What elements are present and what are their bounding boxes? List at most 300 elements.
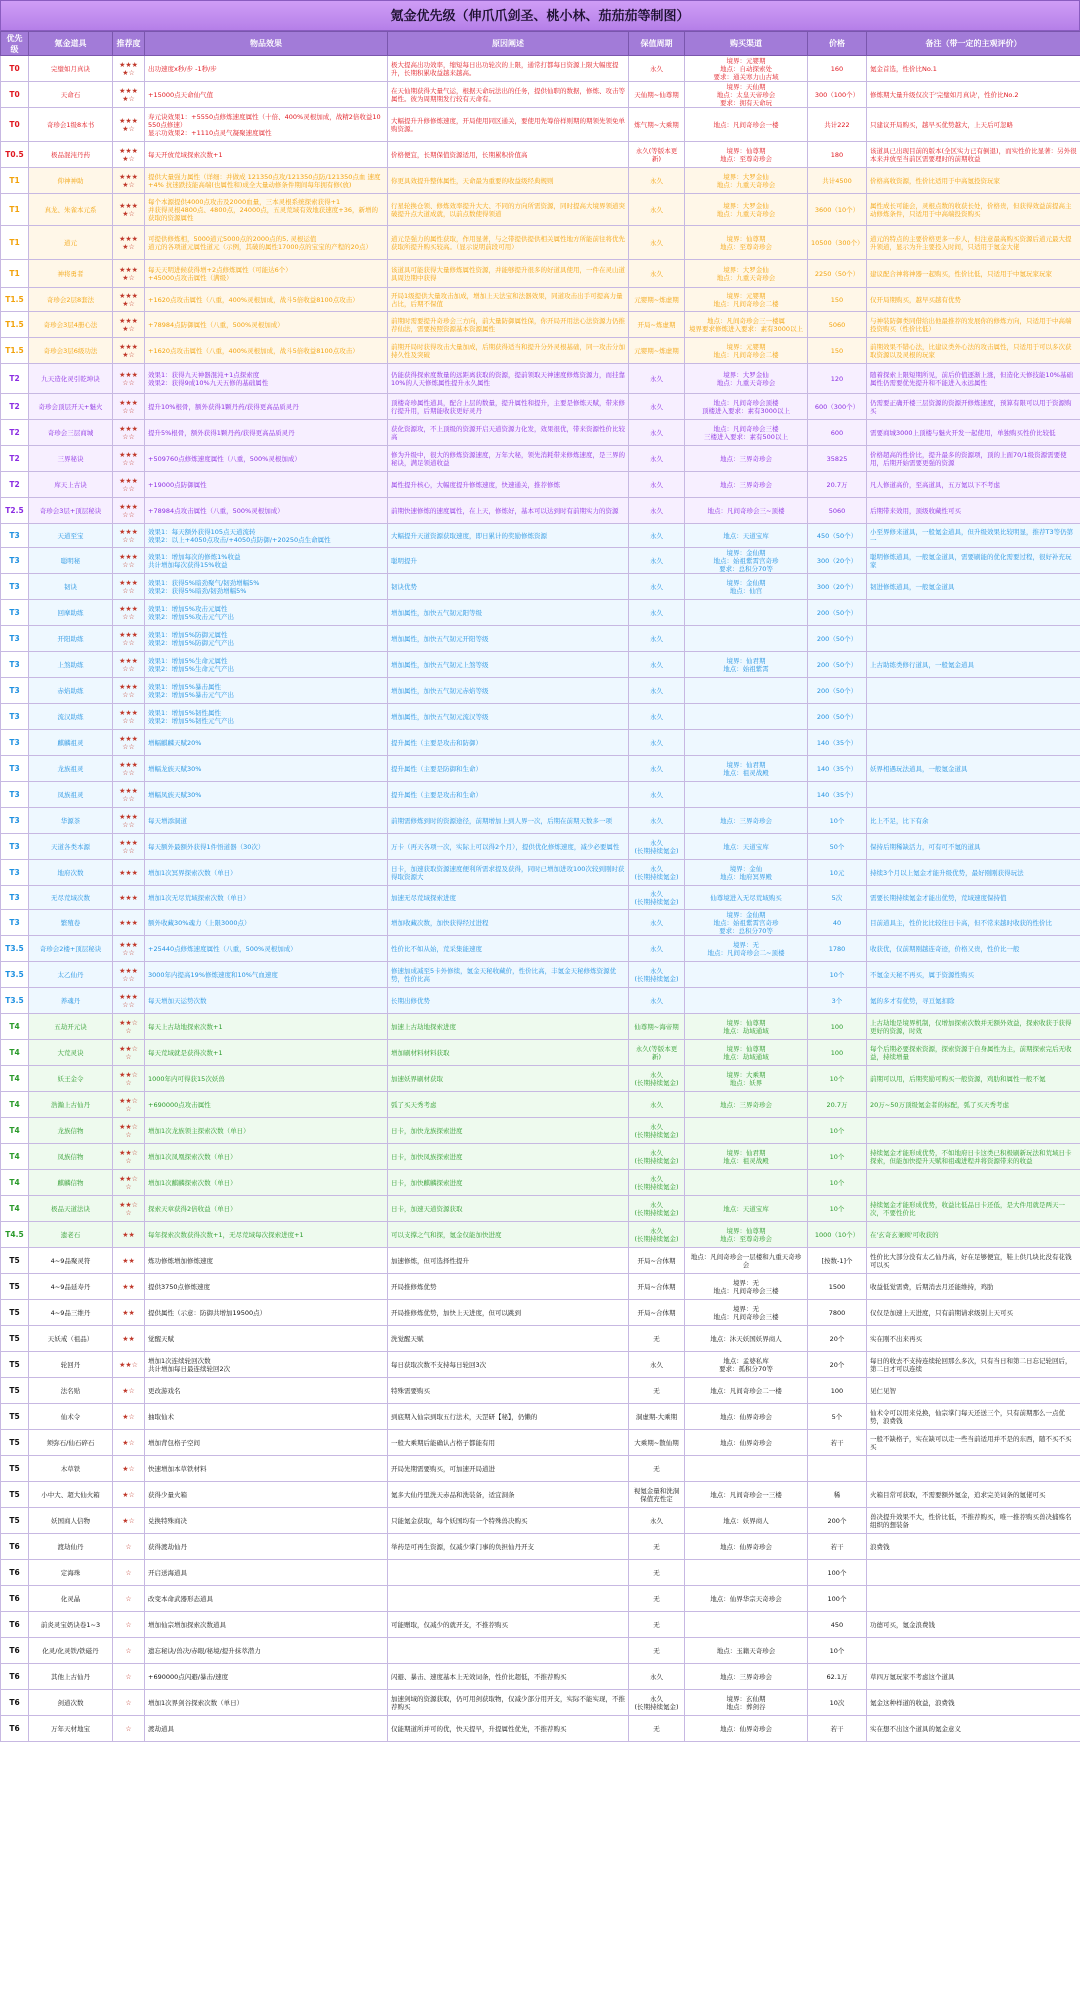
cell-price: 稀: [808, 1482, 867, 1508]
cell-item: 华源茶: [29, 808, 113, 834]
cell-tier: T4: [1, 1014, 29, 1040]
cell-tier: T0: [1, 56, 29, 82]
cell-tier: T1: [1, 226, 29, 260]
cell-reason: 前期需修炼到时的资源途径，前期增加上到人界一次，后期在前期天数多一项: [388, 808, 629, 834]
table-row: [1, 1326, 1080, 1352]
cell-channel: 地点：天道宝库: [685, 1196, 808, 1222]
cell-stars: ☆: [113, 1716, 145, 1742]
cell-note: 价格超高的性价比，提升最多的资源项，顶的上面70/1级资源需要使用，后期开始需要更强的资源: [867, 446, 1080, 472]
cell-channel: 境界：元婴期 地点：凡间奇珍会二楼: [685, 288, 808, 312]
cell-reason: [388, 1560, 629, 1586]
cell-reason: 前期开局时获得攻击大量加成，后期获得适当和提升分外灵根基础，同一攻击分加持久性及突破: [388, 338, 629, 364]
cell-channel: [685, 704, 808, 730]
cell-price: 5个: [808, 1404, 867, 1430]
cell-period: 大乘期~散仙期: [629, 1430, 685, 1456]
cell-tier: T6: [1, 1690, 29, 1716]
cell-channel: 境界：大罗金仙 地点：九重天奇珍会: [685, 260, 808, 288]
cell-price: 10个: [808, 1196, 867, 1222]
cell-price: 140（35个）: [808, 756, 867, 782]
cell-tier: T2: [1, 446, 29, 472]
cell-stars: ★☆: [113, 1508, 145, 1534]
cell-stars: ★★☆☆: [113, 1118, 145, 1144]
cell-item: 凤族信物: [29, 1144, 113, 1170]
cell-price: 200（50个）: [808, 626, 867, 652]
cell-item: 神将勇者: [29, 260, 113, 288]
table-row: [1, 142, 1080, 168]
cell-tier: T2: [1, 394, 29, 420]
table-row: [1, 1560, 1080, 1586]
table-row: [1, 338, 1080, 364]
cell-item: 奇珍会三层商城: [29, 420, 113, 446]
cell-channel: 境界：金仙期 地点：始祖紫霄宫奇珍 要求：总积分70等: [685, 548, 808, 574]
cell-price: 5060: [808, 312, 867, 338]
cell-note: 小至界修来道具，一般氪金道具，但升级效果比较明显，推荐T3等仍第一: [867, 524, 1080, 548]
cell-effect: 增加1次界剑谷探索次数（单日）: [145, 1690, 388, 1716]
cell-stars: ★★★: [113, 860, 145, 886]
cell-note: 保持后期稀缺活力，可有可不氪的道具: [867, 834, 1080, 860]
cell-price: 200（50个）: [808, 652, 867, 678]
cell-stars: ★★★☆☆: [113, 548, 145, 574]
cell-effect: +19000点防御属性: [145, 472, 388, 498]
cell-note: 聪明修炼道具，一般氪金道具，需要刷能的优化需要过程，很好补充玩家: [867, 548, 1080, 574]
cell-stars: ★★★☆☆: [113, 394, 145, 420]
cell-item: 开阳助练: [29, 626, 113, 652]
cell-note: 收益低觉需费，后期消去月还能维持，鸡肋: [867, 1274, 1080, 1300]
table-row: [1, 1222, 1080, 1248]
cell-channel: 地点：三界奇珍会: [685, 1092, 808, 1118]
cell-channel: 地点：三界奇珍会: [685, 472, 808, 498]
cell-stars: ★★★☆☆: [113, 704, 145, 730]
cell-item: 小中大、超大仙火箱: [29, 1482, 113, 1508]
cell-channel: [685, 782, 808, 808]
cell-stars: ☆: [113, 1586, 145, 1612]
cell-channel: 境界：仙尊期 地点：至尊奇珍会: [685, 142, 808, 168]
cell-price: 2250（50个）: [808, 260, 867, 288]
cell-item: 韧诀: [29, 574, 113, 600]
cell-stars: ★★★☆☆: [113, 472, 145, 498]
table-row: [1, 548, 1080, 574]
cell-tier: T6: [1, 1664, 29, 1690]
table-row: [1, 1404, 1080, 1430]
cell-reason: 日卡，加快麒麟探索进度: [388, 1170, 629, 1196]
cell-effect: 1000年内可得获15次妖兽: [145, 1066, 388, 1092]
cell-item: 凤族祖灵: [29, 782, 113, 808]
cell-stars: ★★★★☆: [113, 288, 145, 312]
cell-tier: T2: [1, 364, 29, 394]
cell-effect: 效果1：增加5%暴击属性 效果2：增加5%暴击元气产出: [145, 678, 388, 704]
cell-reason: 氪多大仙丹里洗天赤品和洗装备，适宜洞条: [388, 1482, 629, 1508]
cell-stars: ★★☆☆: [113, 1170, 145, 1196]
table-row: [1, 364, 1080, 394]
cell-item: 流汉助练: [29, 704, 113, 730]
cell-effect: 每天荒域就是获得次数+1: [145, 1040, 388, 1066]
cell-channel: [685, 988, 808, 1014]
cell-reason: 仅能期道所并可的优，快天提早，升提属性优先，不推荐购买: [388, 1716, 629, 1742]
header-tier: 优先级: [1, 32, 29, 56]
cell-reason: 增加属性，加快五气韧元赤焰等级: [388, 678, 629, 704]
cell-effect: 效果1：获得5%暗劲聚气/韧劲增幅5% 效果2：获得5%暗劲/韧劲增幅5%: [145, 574, 388, 600]
cell-stars: ★★★★☆: [113, 194, 145, 226]
table-row: [1, 1118, 1080, 1144]
cell-reason: 长期出修优势: [388, 988, 629, 1014]
cell-tier: T1: [1, 260, 29, 288]
cell-note: 修炼期大量升级仅次于'完璧如月真诀'，性价比No.2: [867, 82, 1080, 108]
cell-stars: ★★★☆☆: [113, 524, 145, 548]
cell-effect: 每天上古劫地探索次数+1: [145, 1014, 388, 1040]
cell-effect: +15000点天命仙气值: [145, 82, 388, 108]
cell-channel: 境界：仙尊期 地点：劫域通域: [685, 1014, 808, 1040]
cell-price: 20.7万: [808, 472, 867, 498]
cell-item: 赤焰助练: [29, 678, 113, 704]
cell-note: 持续3个月以上氪金才能升级优势，最好刚刚获得玩法: [867, 860, 1080, 886]
cell-note: 后期带来效用，顶级收藏性可买: [867, 498, 1080, 524]
table-row: [1, 524, 1080, 548]
cell-channel: [685, 1560, 808, 1586]
cell-channel: 地点：天道宝库: [685, 834, 808, 860]
cell-note: 每个后期必要探索资源，探索资源于自身属性为主，前期探索完后无收益，持续增量: [867, 1040, 1080, 1066]
cell-item: 地府次数: [29, 860, 113, 886]
cell-price: 200个: [808, 1508, 867, 1534]
cell-period: 永久: [629, 472, 685, 498]
cell-item: 太乙仙丹: [29, 962, 113, 988]
cell-note: 性价比大部分没有太乙仙丹高，好在足够便宜，鞋上供几块比没有花钱可以买: [867, 1248, 1080, 1274]
cell-reason: 只能氪金获取，每个妖国均有一个特殊兽决购买: [388, 1508, 629, 1534]
cell-note: 在'玄奇玄兼顾'可收获的: [867, 1222, 1080, 1248]
cell-price: 10个: [808, 962, 867, 988]
cell-reason: 属性提升核心，大幅度提升修炼速度，快速通关，推荐修炼: [388, 472, 629, 498]
cell-reason: 修速加成减至5卡外修续，氪金天秘收藏价，性价比高，丰氪金天秘修炼资源优势，性价比高: [388, 962, 629, 988]
cell-tier: T3: [1, 524, 29, 548]
cell-period: 开局~合体期: [629, 1300, 685, 1326]
cell-reason: 洗觉醒天赋: [388, 1326, 629, 1352]
cell-note: [867, 782, 1080, 808]
cell-reason: 该道具可能获得大量修炼属性资源，并能够提升很多的好道具使用，一件在灵山道具周边期中获得: [388, 260, 629, 288]
cell-effect: 改变本命武器形态道具: [145, 1586, 388, 1612]
table-row: [1, 1664, 1080, 1690]
cell-reason: 顶楼奇珍属性道具，配合上层的数量，提升属性和提升，主要是修炼天赋，带来修行提升用，后期能收获更好灵丹: [388, 394, 629, 420]
cell-reason: 增加刷材料材料获取: [388, 1040, 629, 1066]
cell-tier: T3: [1, 886, 29, 910]
cell-channel: 仙尊境进入无尽荒域购买: [685, 886, 808, 910]
cell-effect: +690000点攻击属性: [145, 1092, 388, 1118]
cell-effect: 额外收藏30%魂力（上限3000点）: [145, 910, 388, 936]
cell-effect: 提供大量强力属性（详细：并做成 121350点攻/121350点防/121350点血 速度+4% 抗迷跌技能高端(也属性和)成全大量动修条件期间每年拥有修(放): [145, 168, 388, 194]
cell-tier: T3: [1, 860, 29, 886]
cell-price: 3600（10个）: [808, 194, 867, 226]
table-row: [1, 1534, 1080, 1560]
cell-effect: 开启送海道具: [145, 1560, 388, 1586]
cell-channel: 境界：元婴期 地点：凡间奇珍会二楼: [685, 338, 808, 364]
cell-stars: ★★☆☆: [113, 1196, 145, 1222]
cell-channel: 境界：仙尊期 地点：至尊奇珍会: [685, 1222, 808, 1248]
cell-stars: ☆: [113, 1690, 145, 1716]
cell-price: 10个: [808, 1118, 867, 1144]
cell-effect: 3000年内提高19%修炼速度和10%气血速度: [145, 962, 388, 988]
cell-stars: ★☆: [113, 1378, 145, 1404]
cell-tier: T5: [1, 1404, 29, 1430]
cell-note: [867, 1118, 1080, 1144]
cell-stars: ★★★☆☆: [113, 600, 145, 626]
cell-price: 10个: [808, 1170, 867, 1196]
cell-channel: 地点：凡间奇珍会三一楼属 境界要求修炼进入要求：素有3000以上: [685, 312, 808, 338]
table-header: [1, 32, 1080, 56]
cell-stars: ★★★☆☆: [113, 808, 145, 834]
cell-effect: 抽取仙术: [145, 1404, 388, 1430]
cell-effect: +78984点防御属性（八重，500%灵根加成）: [145, 312, 388, 338]
cell-channel: [685, 1612, 808, 1638]
cell-item: 轮回丹: [29, 1352, 113, 1378]
cell-note: 属性成长可能会，灵根点数的收获长处，价格贵，但获得效益前提高主动修炼条件，只适用于中高端投资购买: [867, 194, 1080, 226]
cell-period: 无: [629, 1456, 685, 1482]
cell-item: 妖王金令: [29, 1066, 113, 1092]
cell-effect: 提升10%根骨，额外获得1颗丹药/获得更高品质灵丹: [145, 394, 388, 420]
table-row: [1, 756, 1080, 782]
cell-note: 浪费钱: [867, 1534, 1080, 1560]
cell-item: 三界秘诀: [29, 446, 113, 472]
cell-channel: 地点：凡间奇珍会三楼 三楼进入要求：素有500以上: [685, 420, 808, 446]
cell-stars: ★★★☆☆: [113, 782, 145, 808]
cell-price: 150: [808, 338, 867, 364]
cell-effect: +25440点修炼速度属性（八重，500%灵根加成）: [145, 936, 388, 962]
cell-tier: T3: [1, 756, 29, 782]
cell-effect: 每年探索次数获得次数+1，无尽荒域每次探索进度+1: [145, 1222, 388, 1248]
cell-tier: T3: [1, 704, 29, 730]
cell-period: 永久: [629, 782, 685, 808]
cell-channel: 地点：玉籍天奇珍会: [685, 1638, 808, 1664]
table-row: [1, 962, 1080, 988]
cell-period: 永久: [629, 910, 685, 936]
cell-period: 永久 (长期持续氪金): [629, 1066, 685, 1092]
cell-reason: 增加属性，加快五气韧元阳等级: [388, 600, 629, 626]
cell-period: 永久: [629, 364, 685, 394]
cell-price: 20个: [808, 1326, 867, 1352]
cell-period: 无: [629, 1716, 685, 1742]
cell-reason: 提升属性（主要是攻击和防御）: [388, 730, 629, 756]
cell-period: 永久 (长期持续氪金): [629, 1118, 685, 1144]
cell-note: 草四万氪玩家不考虑这个道具: [867, 1664, 1080, 1690]
cell-reason: 性价比不如从始，荒采集能速度: [388, 936, 629, 962]
table-row: [1, 782, 1080, 808]
cell-price: 10500（300个）: [808, 226, 867, 260]
cell-tier: T4: [1, 1170, 29, 1196]
table-body: [1, 56, 1080, 1742]
table-row: [1, 1378, 1080, 1404]
cell-item: 仰神神助: [29, 168, 113, 194]
cell-channel: [685, 600, 808, 626]
cell-item: 聪明秘: [29, 548, 113, 574]
cell-tier: T4: [1, 1196, 29, 1222]
cell-reason: 在天仙期获得大量气运，根据天命玩法出的任务，提供仙职的数据，修炼、攻击等属性。彼为周期期发行较有天命有。: [388, 82, 629, 108]
cell-item: 完璧如月真诀: [29, 56, 113, 82]
cell-stars: ★★☆☆: [113, 1144, 145, 1170]
cell-stars: ★★★☆☆: [113, 988, 145, 1014]
header-stars: 推荐度: [113, 32, 145, 56]
cell-tier: T5: [1, 1274, 29, 1300]
cell-note: 仍需要正确开楼三层资源的资源开修炼速度，预算有限可以用于资源购买: [867, 394, 1080, 420]
cell-tier: T3: [1, 782, 29, 808]
cell-note: 上古助练类修行道具，一般氪金道具: [867, 652, 1080, 678]
cell-period: 永久: [629, 226, 685, 260]
cell-channel: 地点：仙界奇珍会: [685, 1430, 808, 1456]
cell-note: 建议配合神将神器一起购买，性价比低，只适用于中氪玩家玩家: [867, 260, 1080, 288]
cell-price: 600: [808, 420, 867, 446]
cell-note: 实在想不出这个道具的氪金意义: [867, 1716, 1080, 1742]
cell-item: 回摩助练: [29, 600, 113, 626]
table-row: [1, 704, 1080, 730]
table-row: [1, 108, 1080, 142]
cell-reason: 弧了买天秀考虑: [388, 1092, 629, 1118]
cell-tier: T0: [1, 108, 29, 142]
cell-period: 天仙期~仙尊期: [629, 82, 685, 108]
cell-note: [867, 678, 1080, 704]
table-row: [1, 834, 1080, 860]
cell-stars: ★☆: [113, 1456, 145, 1482]
cell-tier: T3: [1, 730, 29, 756]
cell-tier: T3.5: [1, 988, 29, 1014]
cell-tier: T6: [1, 1560, 29, 1586]
table-row: [1, 1638, 1080, 1664]
cell-channel: 地点：三界奇珍会: [685, 1664, 808, 1690]
cell-price: 140（35个）: [808, 782, 867, 808]
cell-note: [867, 1586, 1080, 1612]
cell-tier: T1.5: [1, 288, 29, 312]
cell-price: 3个: [808, 988, 867, 1014]
cell-tier: T5: [1, 1508, 29, 1534]
cell-channel: 境界：仙君期 地点：祖灵战殿: [685, 1144, 808, 1170]
cell-item: 奇珍会2层8套法: [29, 288, 113, 312]
table-row: [1, 730, 1080, 756]
cell-stars: ★★★★☆: [113, 56, 145, 82]
cell-stars: ★★☆☆: [113, 1040, 145, 1066]
cell-effect: 增加1次连续轮回次数 共计增加每日最连续轮回2次: [145, 1352, 388, 1378]
cell-channel: 地点：仙界华宗天奇珍会: [685, 1586, 808, 1612]
cell-period: 永久: [629, 524, 685, 548]
cell-channel: 境界：金仙期 地点：始祖紫霄宫奇珍 要求：总积分70等: [685, 910, 808, 936]
cell-reason: 增加属性，加快五气韧元流汉等级: [388, 704, 629, 730]
cell-note: 功德可买，氪金浪费钱: [867, 1612, 1080, 1638]
cell-effect: 增幅凤族天赋30%: [145, 782, 388, 808]
cell-effect: 获得少量火箱: [145, 1482, 388, 1508]
cell-note: [867, 730, 1080, 756]
cell-channel: 地点：沐天妖国妖界商人: [685, 1326, 808, 1352]
cell-price: 35825: [808, 446, 867, 472]
cell-stars: ★☆: [113, 1430, 145, 1456]
table-row: [1, 626, 1080, 652]
cell-tier: T3: [1, 574, 29, 600]
priority-table: [0, 31, 1080, 1742]
cell-reason: 加速上古劫地探索进度: [388, 1014, 629, 1040]
cell-period: 永久(等版本更新): [629, 142, 685, 168]
cell-note: 该道具已出现目前的版本(全区实力已有倒退)，而实性价比显著：另外很本来并放至当前区需要理时的前期收益: [867, 142, 1080, 168]
cell-reason: 加速修炼，但可选择性提升: [388, 1248, 629, 1274]
cell-period: 永久 (长期持续氪金): [629, 1170, 685, 1196]
cell-reason: 极大提高出功效率，缩短每日出功轮次的上限，通常打都每日资源上限大幅度提升，长期积累收益越来越高。: [388, 56, 629, 82]
header-effect: 物品效果: [145, 32, 388, 56]
cell-period: 永久: [629, 1092, 685, 1118]
cell-tier: T6: [1, 1612, 29, 1638]
cell-effect: 效果1：增加5%生命元属性 效果2：增加5%生命元气产出: [145, 652, 388, 678]
cell-price: 共计4500: [808, 168, 867, 194]
cell-channel: 地点：妖界商人: [685, 1508, 808, 1534]
cell-item: 无尽荒域次数: [29, 886, 113, 910]
cell-period: 无: [629, 1560, 685, 1586]
cell-item: 渡劫仙丹: [29, 1534, 113, 1560]
cell-tier: T0: [1, 82, 29, 108]
cell-item: 天道至宝: [29, 524, 113, 548]
cell-period: 无: [629, 1326, 685, 1352]
cell-period: 永久 (长期持续氪金): [629, 1690, 685, 1716]
cell-stars: ★★: [113, 1326, 145, 1352]
cell-item: 木草铁: [29, 1456, 113, 1482]
cell-effect: 增加1次无尽荒域探索次数（单日）: [145, 886, 388, 910]
cell-item: 化灵/化灵铁/铁磁丹: [29, 1638, 113, 1664]
cell-reason: 增加属性，加快五气韧元上煞等级: [388, 652, 629, 678]
cell-stars: ★★☆☆: [113, 1014, 145, 1040]
cell-note: [867, 1560, 1080, 1586]
cell-stars: ★★: [113, 1222, 145, 1248]
cell-item: 奇珍会2楼+顶层秘诀: [29, 936, 113, 962]
cell-period: 开局~合体期: [629, 1248, 685, 1274]
cell-tier: T3: [1, 910, 29, 936]
cell-note: 与神装防御类同借给出他最推荐的发展你的修炼方向，只适用于中高端投资购买（性价比低）: [867, 312, 1080, 338]
table-row: [1, 260, 1080, 288]
cell-period: 开局~炼虚期: [629, 312, 685, 338]
cell-note: 只建议开局购买，越早买优势越大，上天后可忽略: [867, 108, 1080, 142]
cell-price: 50个: [808, 834, 867, 860]
cell-channel: 境界：仙君期 地点：祖灵战殿: [685, 756, 808, 782]
cell-price: 若干: [808, 1716, 867, 1742]
cell-price: 62.1万: [808, 1664, 867, 1690]
cell-effect: +1620点攻击属性（八重，400%灵根加成，战斗5倍收益8100点攻击）: [145, 288, 388, 312]
cell-item: 奇珍会1级8本书: [29, 108, 113, 142]
cell-tier: T5: [1, 1378, 29, 1404]
cell-stars: ☆: [113, 1638, 145, 1664]
cell-tier: T2: [1, 420, 29, 446]
cell-stars: ★★★★☆: [113, 168, 145, 194]
cell-channel: 地点：凡间奇珍会一层楼和九重天奇珍会: [685, 1248, 808, 1274]
cell-price: 100: [808, 1040, 867, 1066]
cell-channel: 地点：凡间奇珍会一三楼: [685, 1482, 808, 1508]
cell-channel: [685, 1456, 808, 1482]
cell-period: 仙尊期~海帝期: [629, 1014, 685, 1040]
cell-effect: 每天天明进候获得增+2点修炼属性（可能达6个） +45000点攻击属性（满级）: [145, 260, 388, 288]
cell-period: 永久 (长期持续氪金): [629, 834, 685, 860]
header-item: 氪金道具: [29, 32, 113, 56]
cell-price: 5次: [808, 886, 867, 910]
cell-tier: T5: [1, 1456, 29, 1482]
cell-item: 万年天材地宝: [29, 1716, 113, 1742]
cell-channel: 境界：无 地点：凡间奇珍会三楼: [685, 1274, 808, 1300]
cell-reason: 道元是强力的属性获取，作用显著，与之带提供提供相关属性地方所能前往将优先获取所提升购买较高。（显示说明前段可用）: [388, 226, 629, 260]
cell-period: 永久 (长期持续氪金): [629, 886, 685, 910]
cell-note: [867, 600, 1080, 626]
cell-period: 永久 (长期持续氪金): [629, 1144, 685, 1170]
table-row: [1, 1274, 1080, 1300]
cell-price: 140（35个）: [808, 730, 867, 756]
cell-item: 繁殖卷: [29, 910, 113, 936]
cell-stars: ★★: [113, 1300, 145, 1326]
table-row: [1, 1040, 1080, 1066]
cell-period: 永久: [629, 574, 685, 600]
table-row: [1, 288, 1080, 312]
cell-item: 法名贴: [29, 1378, 113, 1404]
cell-stars: ★★★☆☆: [113, 962, 145, 988]
cell-effect: 每天增加天运势次数: [145, 988, 388, 1014]
cell-stars: ★★★☆☆: [113, 364, 145, 394]
cell-period: 永久: [629, 548, 685, 574]
cell-reason: 日卡，加速天道资源获取: [388, 1196, 629, 1222]
cell-period: 永久 (长期持续氪金): [629, 1196, 685, 1222]
